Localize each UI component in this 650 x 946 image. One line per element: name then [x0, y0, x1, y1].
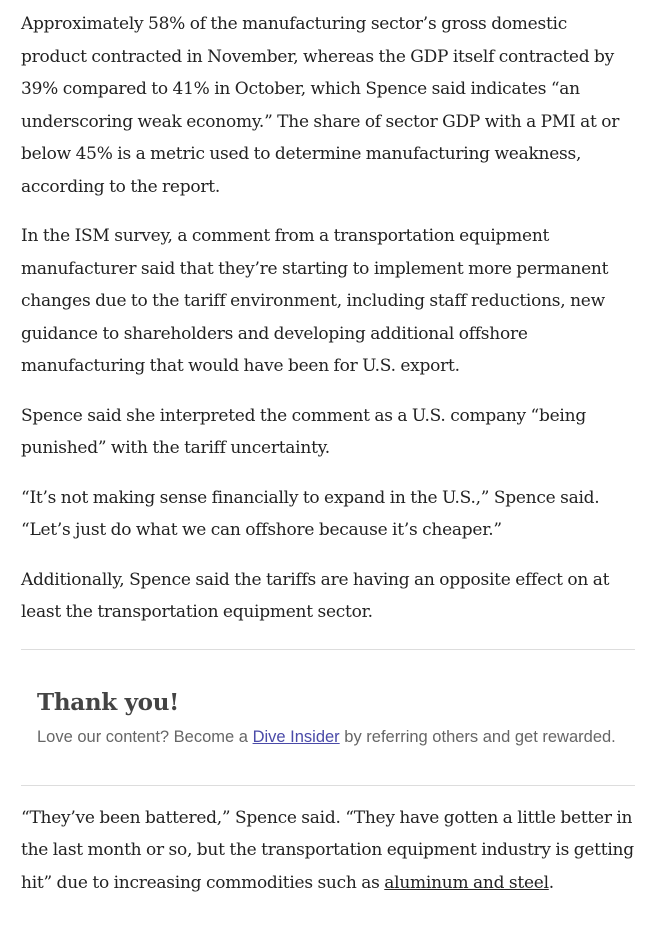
aluminum-and-steel-link[interactable]: aluminum and steel [384, 872, 549, 893]
paragraph-text-end: . [548, 872, 554, 893]
divider [21, 785, 635, 786]
dive-insider-link[interactable]: Dive Insider [252, 727, 340, 746]
dive-insider-promo [21, 650, 635, 785]
article-body [21, 8, 635, 899]
article-paragraph: Approximately 58% of the manufacturing sector’s gross domestic product contracted in November, whereas the GDP itself contracted by 39% compared to 41% in October, which Spence said indicates “an underscoring weak economy.” The share of sector GDP with a PMI at or below 45% is a metric used to determine manufacturing weakness, according to the report. [21, 14, 620, 197]
article-paragraph: Spence said she interpreted the comment as a U.S. company “being punished” with the tariff uncertainty. [21, 405, 586, 458]
promo-text-before-link: Love our content? Become a [37, 727, 253, 746]
promo-text [37, 724, 619, 751]
paragraph-text: “They’ve been battered,” Spence said. “They have gotten a little better in the last month or so, but the transportation equipment industry is getting hit” due to increasing commodities such as [21, 807, 634, 893]
article-paragraph: In the ISM survey, a comment from a transportation equipment manufacturer said that they’re starting to implement more permanent changes due to the tariff environment, including staff reductions, new guidance to shareholders and developing additional offshore manufacturing that would have been for U.S. export. [21, 226, 609, 376]
promo-title: Thank you! [37, 688, 179, 716]
article-paragraph [21, 802, 635, 900]
promo-text-after-link: by referring others and get rewarded. [339, 727, 616, 746]
article-paragraph: Additionally, Spence said the tariffs are having an opposite effect on at least the transportation equipment sector. [21, 569, 610, 622]
article-paragraph: “It’s not making sense financially to expand in the U.S.,” Spence said. “Let’s just do what we can offshore because it’s cheaper.” [21, 487, 600, 540]
